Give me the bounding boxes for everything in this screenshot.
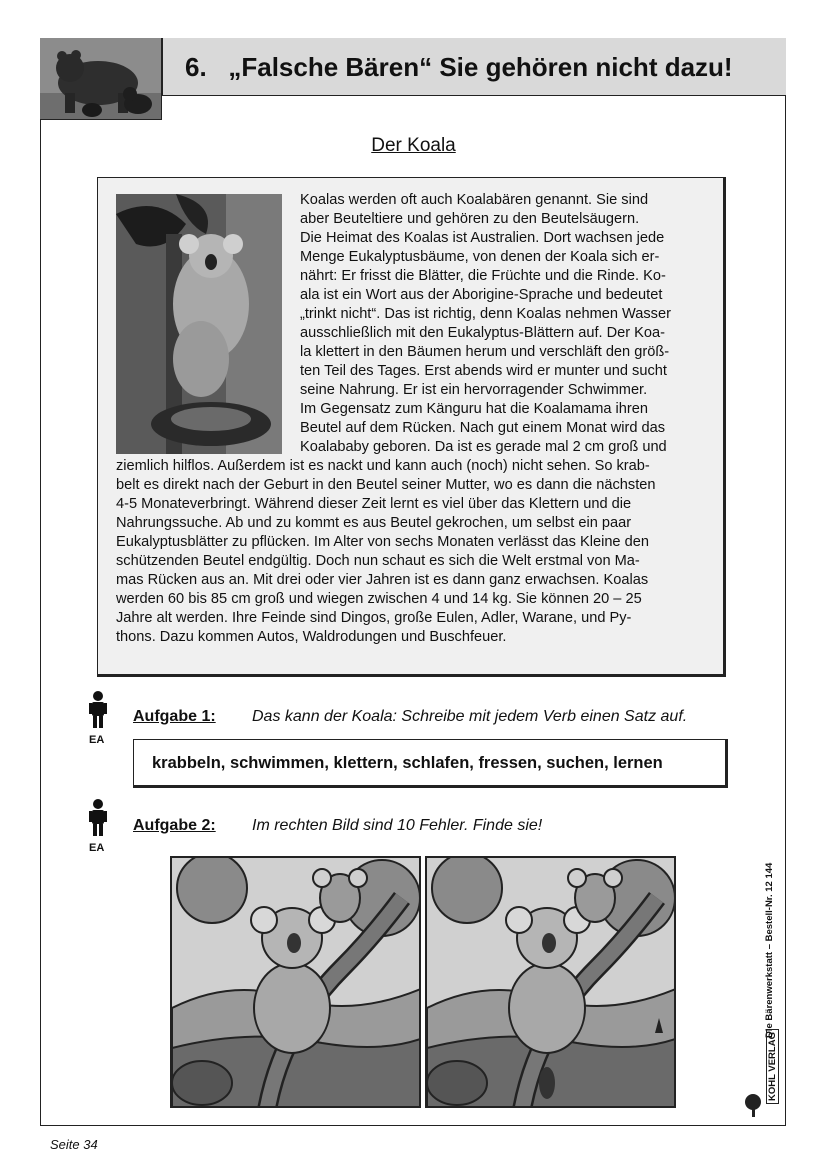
- verbs-box: [133, 739, 728, 788]
- bear-photo: [40, 38, 162, 120]
- page-title: 6. „Falsche Bären“ Sie gehören nicht dazu!: [185, 52, 733, 82]
- text-line: „trinkt nicht“. Das ist richtig, denn Koalas nehmen Wasser: [300, 306, 671, 322]
- text-line: Koalas werden oft auch Koalabären genannt. Sie sind: [300, 192, 649, 208]
- text-line: ten Teil des Tages. Erst abends wird er munter und sucht: [300, 363, 667, 379]
- text-line: nährt: Er frisst die Blätter, die Früchte und die Rinde. Ko-: [300, 268, 666, 284]
- task-2-text: Im rechten Bild sind 10 Fehler. Finde sie!: [252, 817, 543, 834]
- text-line: aber Beuteltiere und gehören zu den Beutelsäugern.: [300, 211, 640, 227]
- section-title: Der Koala: [371, 135, 456, 156]
- ea-badge: EA: [89, 734, 105, 746]
- title-bar: [162, 38, 786, 96]
- text-line: ziemlich hilflos. Außerdem ist es nackt und kann auch (noch) nicht sehen. So krab-: [116, 458, 650, 474]
- text-line: ausschließlich mit den Eukalyptus-Blättern auf. Der Koa-: [300, 325, 666, 341]
- text-line: mas Rücken aus an. Mit drei oder vier Jahren ist es dann ganz erwachsen. Koalas: [116, 572, 649, 588]
- text-line: la klettert in den Bäumen herum und verschläft den größ-: [300, 344, 670, 360]
- text-line: schützenden Beutel endgültig. Doch nun schaut es sich die Welt erstmal von Ma-: [116, 553, 640, 569]
- ea-badge: EA: [89, 842, 105, 854]
- koala-photo: [116, 194, 282, 454]
- page-number: Seite 34: [50, 1137, 98, 1152]
- text-line: belt es direkt nach der Geburt in den Beutel seiner Mutter, wo es dann die nächsten: [116, 477, 656, 493]
- verbs-list: krabbeln, schwimmen, klettern, schlafen, fressen, suchen, lernen: [152, 754, 663, 772]
- publisher-tree-icon: [744, 1092, 766, 1118]
- student-icon: [86, 690, 110, 734]
- text-line: Beutel auf dem Rücken. Nach gut einem Monat wird das: [300, 420, 666, 436]
- puzzle-picture-right[interactable]: [425, 856, 676, 1108]
- task-1-label: Aufgabe 1:: [133, 708, 216, 725]
- text-line: Eukalyptusblätter zu pflücken. Im Alter von sechs Monaten verlässt das Kleine den: [116, 534, 649, 550]
- text-line: Jahre alt werden. Ihre Feinde sind Dingos, große Eulen, Adler, Warane, und Py-: [116, 610, 632, 626]
- text-line: Die Heimat des Koalas ist Australien. Dort wachsen jede: [300, 230, 665, 246]
- text-line: ala ist ein Wort aus der Aborigine-Sprache und bedeutet: [300, 287, 663, 303]
- text-line: 4-5 Monateverbringt. Während dieser Zeit lernt es viel über das Klettern und die: [116, 496, 632, 512]
- publisher-logo: KOHL VERLAG: [766, 1029, 779, 1104]
- text-line: seine Nahrung. Er ist ein hervorragender Schwimmer.: [300, 382, 648, 398]
- text-line: Koalababy geboren. Da ist es gerade mal 2 cm groß und: [300, 439, 667, 455]
- text-line: werden 60 bis 85 cm groß und wiegen zwischen 4 und 14 kg. Sie können 20 – 25: [116, 591, 642, 607]
- task-2-label: Aufgabe 2:: [133, 817, 216, 834]
- text-line: Nahrungssuche. Ab und zu kommt es aus Beutel gekrochen, um selbst ein paar: [116, 515, 632, 531]
- text-line: Menge Eukalyptusbäume, von denen der Koala sich er-: [300, 249, 660, 265]
- text-line: thons. Dazu kommen Autos, Waldrodungen und Buschfeuer.: [116, 629, 507, 645]
- text-line: Im Gegensatz zum Känguru hat die Koalamama ihren: [300, 401, 649, 417]
- order-number-text: Die Bärenwerkstatt – Bestell-Nr. 12 144: [764, 862, 775, 1038]
- student-icon: [86, 798, 110, 842]
- puzzle-picture-left[interactable]: [170, 856, 421, 1108]
- task-1-text: Das kann der Koala: Schreibe mit jedem Verb einen Satz auf.: [252, 708, 688, 725]
